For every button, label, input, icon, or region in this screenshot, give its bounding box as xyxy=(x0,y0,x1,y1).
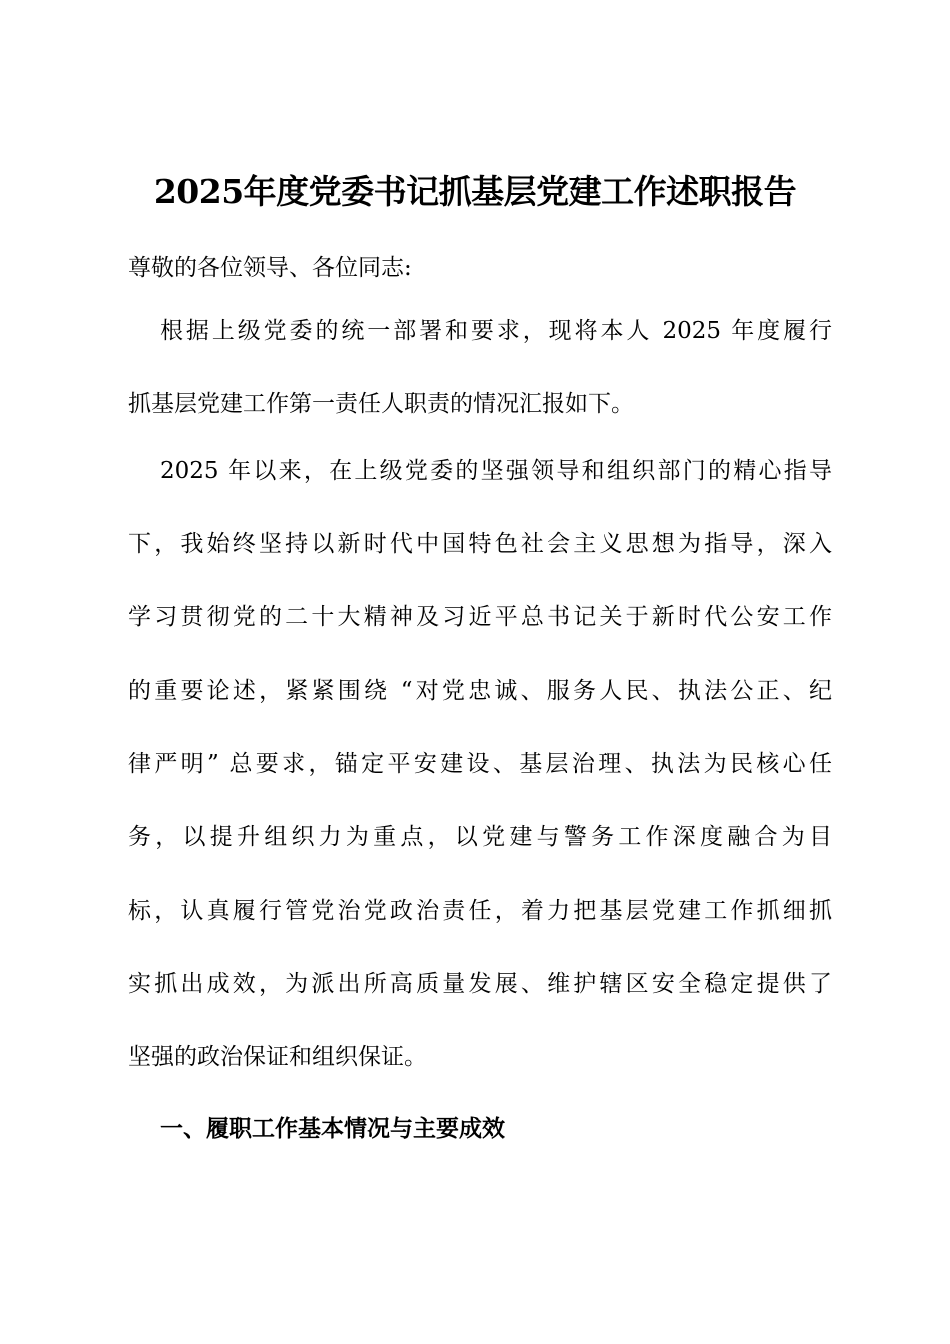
paragraph-2-line-3: 学习贯彻党的二十大精神及习近平总书记关于新时代公安工作 xyxy=(128,604,832,630)
paragraph-2-line-6: 务，以提升组织力为重点，以党建与警务工作深度融合为目 xyxy=(128,824,832,850)
paragraph-2-line-9: 坚强的政治保证和组织保证。 xyxy=(128,1044,427,1070)
paragraph-1-line-2: 抓基层党建工作第一责任人职责的情况汇报如下。 xyxy=(128,391,634,417)
document-title: 2025年度党委书记抓基层党建工作述职报告 xyxy=(153,172,797,211)
paragraph-1-line-1: 根据上级党委的统一部署和要求，现将本人 2025 年度履行 xyxy=(160,318,832,344)
paragraph-2-line-2: 下，我始终坚持以新时代中国特色社会主义思想为指导，深入 xyxy=(128,531,832,557)
paragraph-2-line-8: 实抓出成效，为派出所高质量发展、维护辖区安全稳定提供了 xyxy=(128,971,832,997)
paragraph-2-line-7: 标，认真履行管党治党政治责任，着力把基层党建工作抓细抓 xyxy=(128,898,832,924)
paragraph-2-line-4: 的重要论述，紧紧围绕 “对党忠诚、服务人民、执法公正、纪 xyxy=(128,678,832,704)
section-heading: 一、履职工作基本情况与主要成效 xyxy=(160,1116,505,1142)
paragraph-2-line-1: 2025 年以来，在上级党委的坚强领导和组织部门的精心指导 xyxy=(160,458,832,484)
salutation: 尊敬的各位领导、各位同志: xyxy=(128,255,412,281)
paragraph-2-line-5: 律严明” 总要求，锚定平安建设、基层治理、执法为民核心任 xyxy=(128,751,832,777)
